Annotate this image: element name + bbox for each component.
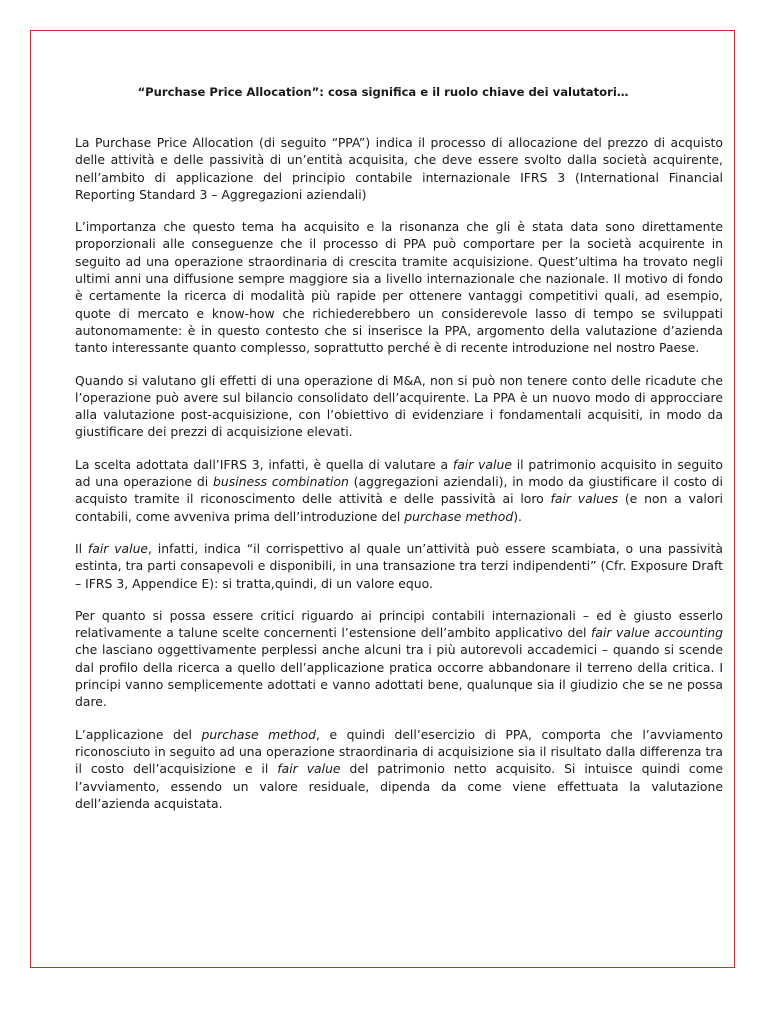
paragraph-4-text-c: il patrimonio acquisito in seguito ad una operazione di [75, 456, 723, 490]
paragraph-4-text-e: (aggregazioni aziendali), in modo da giustificare il costo di acquisto tramite il riconoscimento delle attività e delle passività ai loro [75, 474, 723, 507]
paragraph-4-italic-fair-value: fair value [452, 456, 512, 472]
paragraph-7-text-c: , e quindi dell’esercizio di PPA, comporta che l’avviamento riconosciuto in seguito ad una operazione straordinaria di acquisizione sia il risultato dalla differenza tra il costo dell’acquisizione e il [75, 726, 723, 777]
paragraph-4 [75, 456, 723, 525]
paragraph-6-italic-fair-value-accounting: fair value accounting [590, 625, 723, 641]
paragraph-4-text-g: (e non a valori contabili, come avveniva prima dell’introduzione del [75, 491, 723, 524]
paragraph-4-italic-fair-values: fair values [550, 491, 619, 507]
paragraph-5-text-c: , infatti, indica “il corrispettivo al quale un’attività può essere scambiata, o una passività estinta, tra parti consapevoli e disponibili, in una transazione tra terzi indipendenti” (Cfr. Exposure Draft – IFRS 3, Appendice E): si tratta,quindi, di un valore equo. [75, 540, 723, 591]
paragraph-5 [75, 540, 723, 592]
paragraph-7-italic-purchase-method: purchase method [201, 726, 316, 742]
paragraph-5-text-a: Il [75, 540, 88, 556]
document-body [75, 134, 723, 812]
document-title: “Purchase Price Allocation”: cosa significa e il ruolo chiave dei valutatori… [137, 85, 629, 99]
paragraph-7 [75, 726, 723, 812]
paragraph-6-text-a: Per quanto si possa essere critici riguardo ai principi contabili internazionali – ed è giusto esserlo relativamente a talune scelte concernenti l’estensione dell’ambito applicativo del [75, 607, 723, 641]
paragraph-7-italic-fair-value: fair value [277, 761, 341, 777]
paragraph-6-text-c: che lasciano oggettivamente perplessi anche alcuni tra i più autorevoli accademici – quando si scende dal profilo della ricerca a quello dell’applicazione pratica occorre abbandonare il terreno della critica. I principi vanno semplicemente adottati e vanno adottati bene, qualunque sia il giudizio che se ne possa dare. [75, 642, 723, 710]
paragraph-4-italic-business-combination: business combination [213, 474, 349, 490]
paragraph-4-text-i: ). [513, 508, 522, 524]
paragraph-6 [75, 607, 723, 711]
paragraph-7-text-a: L’applicazione del [75, 726, 202, 742]
paragraph-7-text-e: del patrimonio netto acquisito. Si intuisce quindi come l’avviamento, essendo un valore residuale, dipenda da come viene effettuata la valutazione dell’azienda acquistata. [75, 761, 723, 811]
paragraph-4-italic-purchase-method: purchase method [404, 508, 514, 524]
paragraph-1: La Purchase Price Allocation (di seguito “PPA”) indica il processo di allocazione del prezzo di acquisto delle attività e delle passività di un’entità acquisita, che deve essere svolto dalla società acquirente, nell’ambito di applicazione del principio contabile internazionale IFRS 3 (International Financial Reporting Standard 3 – Aggregazioni aziendali) [75, 135, 723, 202]
paragraph-2: L’importanza che questo tema ha acquisito e la risonanza che gli è stata data sono direttamente proporzionali alle conseguenze che il processo di PPA può comportare per la società acquirente in seguito ad una operazione straordinaria di crescita tramite acquisizione. Quest’ultima ha trovato negli ultimi anni una diffusione sempre maggiore sia a livello internazionale che nazionale. Il motivo di fondo è certamente la ricerca di modalità più rapide per ottenere vantaggi competitivi quali, ad esempio, quote di mercato e know-how che richiederebbero un considerevole lasso di tempo se sviluppati autonomamente: è in questo contesto che si inserisce la PPA, argomento della valutazione d’azienda tanto interessante quanto complesso, soprattutto perché è di recente introduzione nel nostro Paese. [75, 219, 723, 356]
paragraph-5-italic-fair-value: fair value [87, 540, 149, 556]
paragraph-4-text-a: La scelta adottata dall’IFRS 3, infatti, è quella di valutare a [75, 456, 453, 472]
paragraph-3: Quando si valutano gli effetti di una operazione di M&A, non si può non tenere conto delle ricadute che l’operazione può avere sul bilancio consolidato dell’acquirente. La PPA è un nuovo modo di approcciare alla valutazione post-acquisizione, con l’obiettivo di evidenziare i fondamentali acquisiti, in modo da giustificare dei prezzi di acquisizione elevati. [75, 372, 723, 440]
